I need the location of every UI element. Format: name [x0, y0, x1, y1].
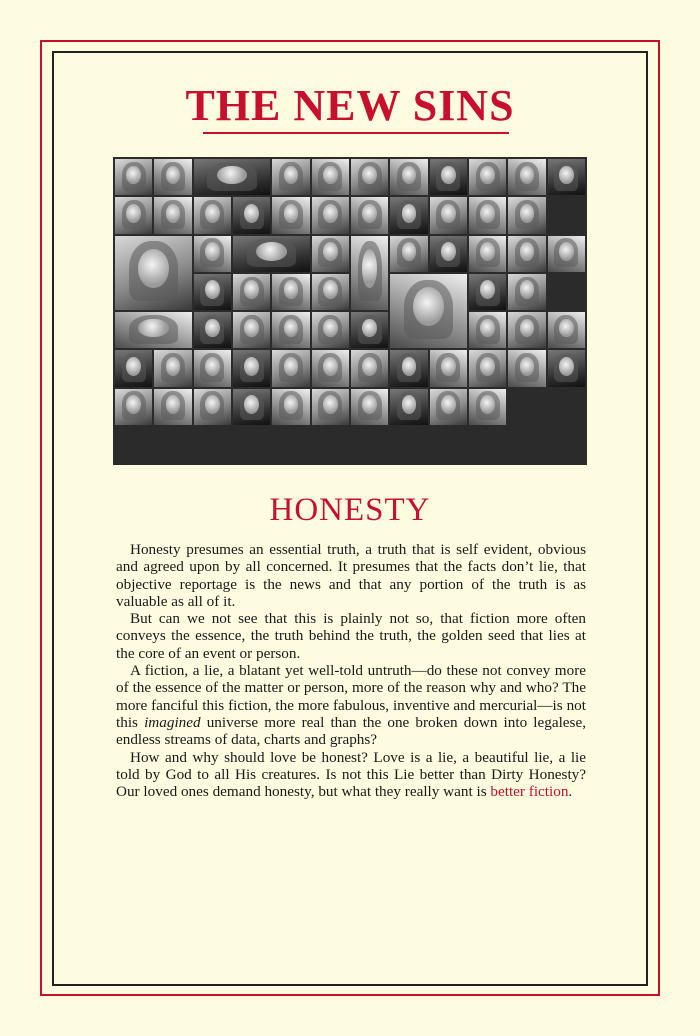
- collage-photo: [154, 389, 191, 425]
- section-title: HONESTY: [269, 492, 431, 528]
- collage-photo: [272, 159, 309, 195]
- collage-photo: [154, 350, 191, 386]
- collage-photo: [351, 350, 388, 386]
- collage-photo: [272, 197, 309, 233]
- collage-photo: [154, 159, 191, 195]
- collage-photo: [115, 159, 152, 195]
- collage-photo: [469, 350, 506, 386]
- paragraph-text: universe more real than the one broken down into legalese, endless streams of data, charts and graphs?: [116, 713, 586, 749]
- collage-photo: [508, 236, 545, 272]
- collage-photo: [508, 197, 545, 233]
- collage-photo: [194, 159, 271, 195]
- photo-collage: [113, 157, 587, 465]
- collage-photo: [469, 274, 506, 310]
- collage-photo: [508, 274, 545, 310]
- collage-photo: [233, 312, 270, 348]
- italic-word: imagined: [144, 713, 201, 731]
- collage-photo: [194, 197, 231, 233]
- collage-photo: [351, 389, 388, 425]
- paragraph: [116, 662, 586, 748]
- collage-photo: [194, 274, 231, 310]
- collage-photo: [312, 197, 349, 233]
- collage-photo: [233, 274, 270, 310]
- collage-photo: [194, 312, 231, 348]
- collage-photo: [430, 197, 467, 233]
- collage-photo: [430, 236, 467, 272]
- paragraph-text: .: [568, 783, 573, 801]
- title-underline: [203, 132, 509, 134]
- collage-photo: [390, 236, 427, 272]
- collage-photo: [312, 159, 349, 195]
- collage-photo: [312, 350, 349, 386]
- collage-photo: [508, 312, 545, 348]
- page-title: THE NEW SINS: [185, 81, 515, 130]
- collage-photo: [430, 350, 467, 386]
- collage-photo: [233, 389, 270, 425]
- collage-photo: [312, 274, 349, 310]
- collage-photo: [312, 312, 349, 348]
- collage-photo: [469, 389, 506, 425]
- collage-photo: [390, 350, 427, 386]
- collage-photo: [312, 389, 349, 425]
- collage-photo: [430, 159, 467, 195]
- collage-photo: [351, 236, 388, 311]
- collage-photo: [115, 350, 152, 386]
- collage-photo: [115, 236, 192, 311]
- collage-photo: [430, 389, 467, 425]
- collage-photo: [154, 197, 191, 233]
- collage-photo: [272, 350, 309, 386]
- collage-photo: [272, 274, 309, 310]
- collage-photo: [351, 312, 388, 348]
- collage-photo: [548, 236, 585, 272]
- collage-photo: [233, 350, 270, 386]
- collage-photo: [548, 159, 585, 195]
- paragraph: But can we not see that this is plainly not so, that fiction more often conveys the essence, the truth behind the truth, the golden seed that lies at the core of an event or person.: [116, 610, 586, 662]
- paragraph: Honesty presumes an essential truth, a truth that is self evident, obvious and agreed upon by all concerned. It presumes that the facts don’t lie, that objective reportage is the news and that any portion of the truth is as valuable as all of it.: [116, 541, 586, 610]
- collage-photo: [115, 389, 152, 425]
- highlight-phrase: better fiction: [490, 783, 569, 801]
- collage-photo: [390, 159, 427, 195]
- collage-photo: [548, 350, 585, 386]
- collage-photo: [469, 312, 506, 348]
- collage-photo: [272, 312, 309, 348]
- collage-photo: [390, 274, 467, 349]
- collage-photo: [469, 159, 506, 195]
- collage-photo: [351, 197, 388, 233]
- paragraph-text: A fiction, a lie, a blatant yet well-told untruth—do these not convey more of the essence of the matter or person, more of the reason why and who? The more fanciful this fiction, the more fabulous, inventive and mercurial—is not this: [116, 662, 586, 731]
- paragraph: [116, 749, 586, 801]
- article-body: [116, 541, 586, 800]
- collage-photo: [233, 236, 310, 272]
- collage-photo: [508, 350, 545, 386]
- paragraph-text: How and why should love be honest? Love is a lie, a beautiful lie, a lie told by God to all His creatures. Is not this Lie better than Dirty Honesty? Our loved ones demand honesty, but what they really want is: [116, 748, 586, 801]
- collage-photo: [115, 197, 152, 233]
- collage-photo: [115, 312, 192, 348]
- collage-photo: [233, 197, 270, 233]
- collage-photo: [312, 236, 349, 272]
- collage-photo: [469, 236, 506, 272]
- collage-photo: [390, 197, 427, 233]
- collage-photo: [194, 236, 231, 272]
- collage-photo: [508, 159, 545, 195]
- collage-photo: [469, 197, 506, 233]
- collage-photo: [194, 350, 231, 386]
- collage-photo: [272, 389, 309, 425]
- collage-photo: [351, 159, 388, 195]
- collage-photo: [390, 389, 427, 425]
- collage-photo: [194, 389, 231, 425]
- collage-photo: [548, 312, 585, 348]
